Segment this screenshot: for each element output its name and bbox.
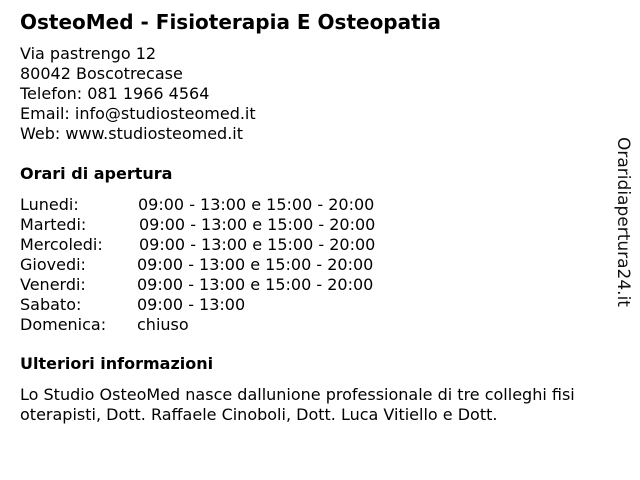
hours-time: 09:00 - 13:00 e 15:00 - 20:00 <box>139 235 376 254</box>
hours-day: Mercoledi: <box>20 235 103 254</box>
hours-time: 09:00 - 13:00 e 15:00 - 20:00 <box>138 195 375 214</box>
hours-day: Lunedi: <box>20 195 79 214</box>
hours-time: 09:00 - 13:00 e 15:00 - 20:00 <box>137 255 374 274</box>
hours-day: Martedi: <box>20 215 87 234</box>
address-phone: Telefon: 081 1966 4564 <box>20 84 210 103</box>
address-block <box>20 44 256 144</box>
info-line: oterapisti, Dott. Raffaele Cinoboli, Dott. Luca Vitiello e Dott. <box>20 405 498 424</box>
hours-time: chiuso <box>137 315 189 334</box>
hours-day: Domenica: <box>20 315 107 334</box>
info-heading: Ulteriori informazioni <box>20 354 214 373</box>
address-email: Email: info@studiosteomed.it <box>20 104 256 123</box>
hours-time: 09:00 - 13:00 e 15:00 - 20:00 <box>139 215 376 234</box>
hours-time: 09:00 - 13:00 e 15:00 - 20:00 <box>137 275 374 294</box>
address-city: 80042 Boscotrecase <box>20 64 183 83</box>
hours-time: 09:00 - 13:00 <box>137 295 246 314</box>
info-description <box>20 385 630 425</box>
address-web: Web: www.studiosteomed.it <box>20 124 244 143</box>
side-watermark: Oraridiapertura24.it <box>613 137 633 307</box>
address-street: Via pastrengo 12 <box>20 44 157 63</box>
hours-heading: Orari di apertura <box>20 164 173 183</box>
hours-day: Giovedi: <box>20 255 86 274</box>
hours-day: Sabato: <box>20 295 82 314</box>
page-title: OsteoMed - Fisioterapia E Osteopatia <box>20 10 442 34</box>
hours-day: Venerdi: <box>20 275 86 294</box>
info-line: Lo Studio OsteoMed nasce dallunione professionale di tre colleghi fisi <box>20 385 575 404</box>
